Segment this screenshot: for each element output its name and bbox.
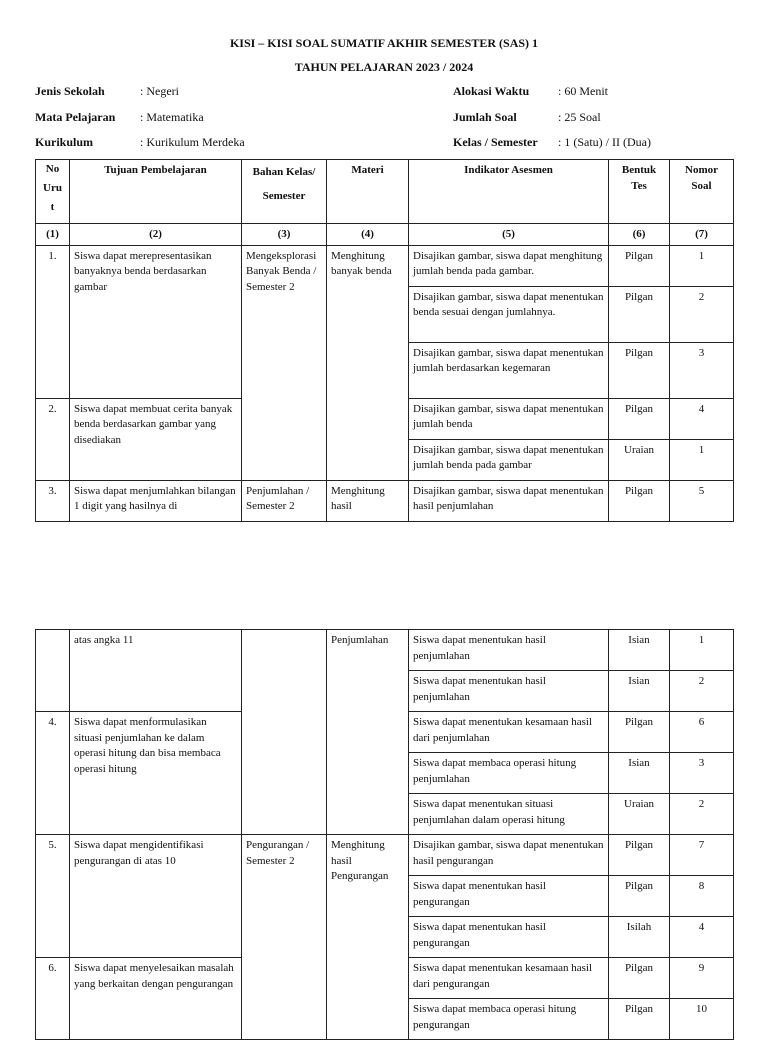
nomor-cell: 1 bbox=[670, 439, 734, 480]
row-number: 5. bbox=[36, 835, 70, 958]
nomor-cell: 1 bbox=[670, 245, 734, 286]
info-value: : Matematika bbox=[140, 110, 204, 124]
column-number: (1) bbox=[36, 224, 70, 246]
indikator-cell: Siswa dapat menentukan hasil penjumlahan bbox=[409, 671, 609, 712]
column-number: (6) bbox=[609, 224, 670, 246]
indikator-cell: Siswa dapat membaca operasi hitung penjumlahan bbox=[409, 753, 609, 794]
tujuan-cell: Siswa dapat mengidentifikasi pengurangan di atas 10 bbox=[70, 835, 242, 958]
table-row bbox=[36, 480, 734, 521]
nomor-cell: 9 bbox=[670, 958, 734, 999]
column-number: (7) bbox=[670, 224, 734, 246]
indikator-cell: Disajikan gambar, siswa dapat menghitung jumlah benda pada gambar. bbox=[409, 245, 609, 286]
indikator-cell: Siswa dapat membaca operasi hitung pengurangan bbox=[409, 999, 609, 1040]
info-value: : 60 Menit bbox=[558, 84, 608, 98]
row-number: 6. bbox=[36, 958, 70, 1040]
info-value: : Kurikulum Merdeka bbox=[140, 135, 245, 149]
row-number: 4. bbox=[36, 712, 70, 835]
bentuk-cell: Pilgan bbox=[609, 876, 670, 917]
col-header-materi: Materi bbox=[327, 160, 409, 224]
nomor-cell: 7 bbox=[670, 835, 734, 876]
col-header-tujuan: Tujuan Pembelajaran bbox=[70, 160, 242, 224]
materi-cell: Menghitung banyak benda bbox=[327, 245, 409, 480]
indikator-cell: Siswa dapat menentukan hasil penjumlahan bbox=[409, 630, 609, 671]
bentuk-cell: Pilgan bbox=[609, 286, 670, 342]
tujuan-cell: Siswa dapat menjumlahkan bilangan 1 digit yang hasilnya di bbox=[70, 480, 242, 521]
info-label: Mata Pelajaran bbox=[35, 110, 116, 124]
col-header-bentuk: Bentuk Tes bbox=[609, 160, 670, 224]
col-header-no: No Uru t bbox=[36, 160, 70, 224]
row-number: 2. bbox=[36, 398, 70, 480]
indikator-cell: Disajikan gambar, siswa dapat menentukan jumlah benda pada gambar bbox=[409, 439, 609, 480]
bentuk-cell: Uraian bbox=[609, 794, 670, 835]
indikator-cell: Siswa dapat menentukan hasil pengurangan bbox=[409, 876, 609, 917]
indikator-cell: Siswa dapat menentukan hasil pengurangan bbox=[409, 917, 609, 958]
column-number: (5) bbox=[409, 224, 609, 246]
table-row bbox=[36, 835, 734, 876]
bentuk-cell: Uraian bbox=[609, 439, 670, 480]
bentuk-cell: Isian bbox=[609, 671, 670, 712]
nomor-cell: 3 bbox=[670, 342, 734, 398]
col-header-indikator: Indikator Asesmen bbox=[409, 160, 609, 224]
document-title: KISI – KISI SOAL SUMATIF AKHIR SEMESTER (SAS) 1 bbox=[229, 36, 539, 50]
info-value: : 25 Soal bbox=[558, 110, 601, 124]
indikator-cell: Disajikan gambar, siswa dapat menentukan hasil pengurangan bbox=[409, 835, 609, 876]
nomor-cell: 4 bbox=[670, 398, 734, 439]
nomor-cell: 10 bbox=[670, 999, 734, 1040]
materi-cell: Penjumlahan bbox=[327, 630, 409, 835]
nomor-cell: 4 bbox=[670, 917, 734, 958]
nomor-cell: 1 bbox=[670, 630, 734, 671]
row-number: 1. bbox=[36, 245, 70, 398]
bentuk-cell: Pilgan bbox=[609, 480, 670, 521]
indikator-cell: Disajikan gambar, siswa dapat menentukan hasil penjumlahan bbox=[409, 480, 609, 521]
tujuan-cell: Siswa dapat membuat cerita banyak benda berdasarkan gambar yang disediakan bbox=[70, 398, 242, 480]
tujuan-cell: Siswa dapat menyelesaikan masalah yang berkaitan dengan pengurangan bbox=[70, 958, 242, 1040]
nomor-cell: 8 bbox=[670, 876, 734, 917]
info-label: Jenis Sekolah bbox=[35, 84, 105, 98]
bahan-cell: Pengurangan / Semester 2 bbox=[242, 835, 327, 1040]
bahan-cell: Penjumlahan / Semester 2 bbox=[242, 480, 327, 521]
info-label: Alokasi Waktu bbox=[453, 84, 530, 98]
nomor-cell: 3 bbox=[670, 753, 734, 794]
info-label: Kurikulum bbox=[35, 135, 94, 149]
indikator-cell: Disajikan gambar, siswa dapat menentukan jumlah benda bbox=[409, 398, 609, 439]
info-label: Jumlah Soal bbox=[453, 110, 517, 124]
nomor-cell: 2 bbox=[670, 794, 734, 835]
column-number: (3) bbox=[242, 224, 327, 246]
bentuk-cell: Isian bbox=[609, 630, 670, 671]
nomor-cell: 5 bbox=[670, 480, 734, 521]
bentuk-cell: Pilgan bbox=[609, 342, 670, 398]
indikator-cell: Disajikan gambar, siswa dapat menentukan jumlah berdasarkan kegemaran bbox=[409, 342, 609, 398]
row-number bbox=[36, 630, 70, 712]
materi-cell: Menghitung hasil Pengurangan bbox=[327, 835, 409, 1040]
bentuk-cell: Pilgan bbox=[609, 958, 670, 999]
tujuan-cell: Siswa dapat menformulasikan situasi penjumlahan ke dalam operasi hitung dan bisa membaca operasi hitung bbox=[70, 712, 242, 835]
bentuk-cell: Pilgan bbox=[609, 245, 670, 286]
info-label: Kelas / Semester bbox=[453, 135, 538, 149]
bentuk-cell: Pilgan bbox=[609, 835, 670, 876]
header-row bbox=[36, 160, 734, 224]
column-number-row bbox=[36, 224, 734, 246]
column-number: (4) bbox=[327, 224, 409, 246]
indikator-cell: Siswa dapat menentukan situasi penjumlahan dalam operasi hitung bbox=[409, 794, 609, 835]
tujuan-cell: Siswa dapat merepresentasikan banyaknya benda berdasarkan gambar bbox=[70, 245, 242, 398]
col-header-bahan: Bahan Kelas/ Semester bbox=[242, 160, 327, 224]
table-row bbox=[36, 245, 734, 286]
bahan-cell bbox=[242, 630, 327, 835]
bentuk-cell: Pilgan bbox=[609, 712, 670, 753]
info-value: : Negeri bbox=[140, 84, 179, 98]
table-row bbox=[36, 630, 734, 671]
bentuk-cell: Pilgan bbox=[609, 398, 670, 439]
indikator-cell: Siswa dapat menentukan kesamaan hasil dari pengurangan bbox=[409, 958, 609, 999]
bentuk-cell: Isilah bbox=[609, 917, 670, 958]
kisi-table-part-2 bbox=[35, 629, 734, 1040]
bentuk-cell: Pilgan bbox=[609, 999, 670, 1040]
col-header-nomor: Nomor Soal bbox=[670, 160, 734, 224]
bahan-cell: Mengeksplorasi Banyak Benda / Semester 2 bbox=[242, 245, 327, 480]
row-number: 3. bbox=[36, 480, 70, 521]
info-value: : 1 (Satu) / II (Dua) bbox=[558, 135, 651, 149]
indikator-cell: Disajikan gambar, siswa dapat menentukan benda sesuai dengan jumlahnya. bbox=[409, 286, 609, 342]
nomor-cell: 6 bbox=[670, 712, 734, 753]
indikator-cell: Siswa dapat menentukan kesamaan hasil dari penjumlahan bbox=[409, 712, 609, 753]
document-subtitle: TAHUN PELAJARAN 2023 / 2024 bbox=[294, 60, 474, 74]
materi-cell: Menghitung hasil bbox=[327, 480, 409, 521]
tujuan-cell: atas angka 11 bbox=[70, 630, 242, 712]
bentuk-cell: Isian bbox=[609, 753, 670, 794]
kisi-table-part-1 bbox=[35, 159, 734, 522]
nomor-cell: 2 bbox=[670, 671, 734, 712]
nomor-cell: 2 bbox=[670, 286, 734, 342]
column-number: (2) bbox=[70, 224, 242, 246]
